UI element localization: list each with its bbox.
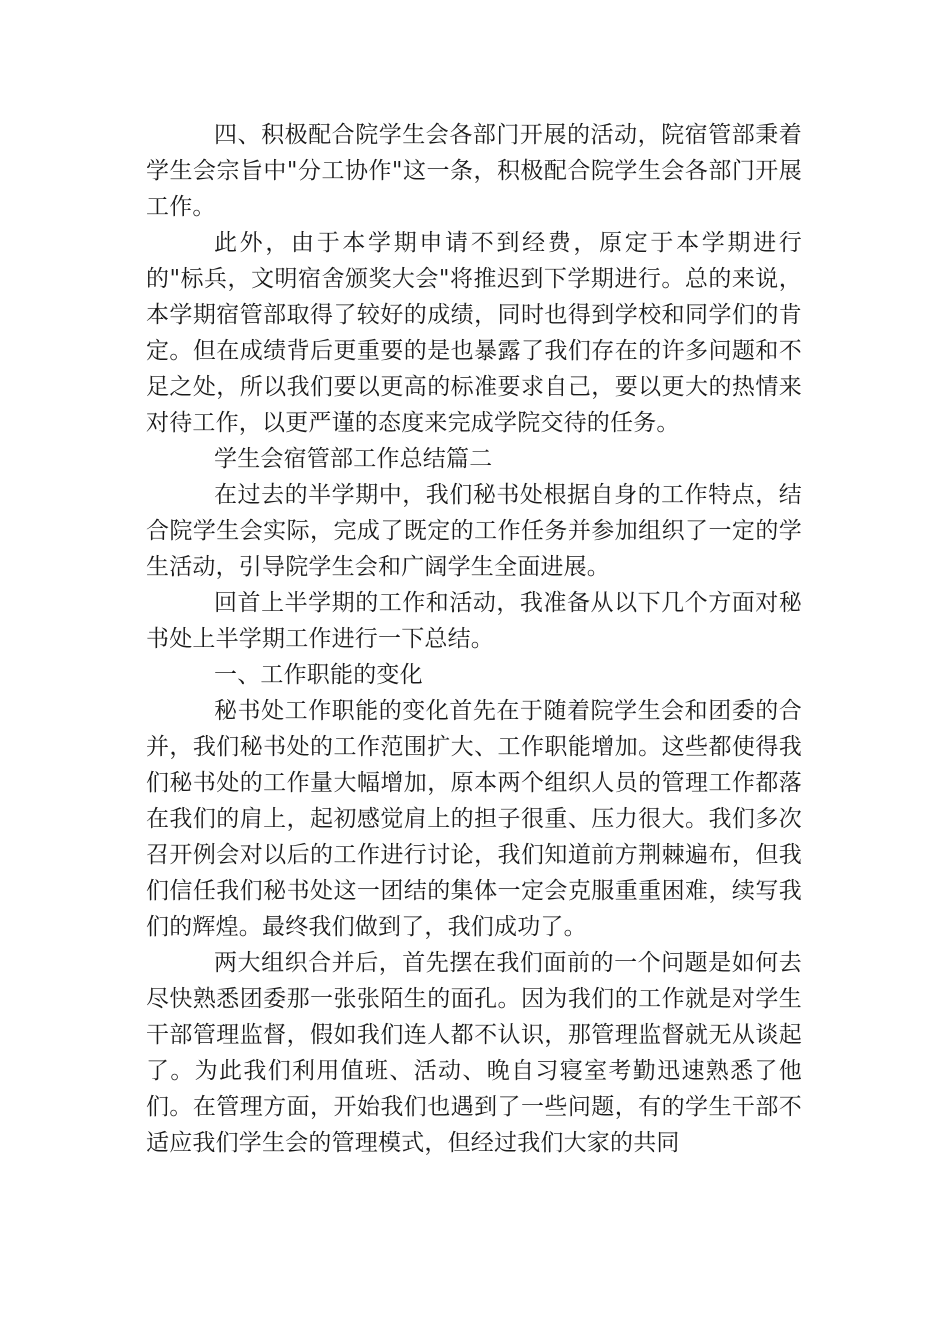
paragraph-dorm-cooperation: 四、积极配合院学生会各部门开展的活动，院宿管部秉着学生会宗旨中"分工协作"这一条，积极配合院学生会各部门开展工作。 — [146, 122, 802, 220]
paragraph-review-plan: 回首上半学期的工作和活动，我准备从以下几个方面对秘书处上半学期工作进行一下总结。 — [146, 590, 802, 652]
paragraph-merger-management: 两大组织合并后，首先摆在我们面前的一个问题是如何去尽快熟悉团委那一张张陌生的面孔。因为我们的工作就是对学生干部管理监督，假如我们连人都不认识，那管理监督就无从谈起了。为此我们利用值班、活动、晚自习寝室考勤迅速熟悉了他们。在管理方面，开始我们也遇到了一些问题，有的学生干部不适应我们学生会的管理模式，但经过我们大家的共同 — [146, 950, 802, 1156]
paragraph-function-change: 秘书处工作职能的变化首先在于随着院学生会和团委的合并，我们秘书处的工作范围扩大、工作职能增加。这些都使得我们秘书处的工作量大幅增加，原本两个组织人员的管理工作都落在我们的肩上，起初感觉肩上的担子很重、压力很大。我们多次召开例会对以后的工作进行讨论，我们知道前方荆棘遍布，但我们信任我们秘书处这一团结的集体一定会克服重重困难，续写我们的辉煌。最终我们做到了，我们成功了。 — [146, 698, 802, 940]
paragraph-secretariat-intro: 在过去的半学期中，我们秘书处根据自身的工作特点，结合院学生会实际，完成了既定的工作任务并参加组织了一定的学生活动，引导院学生会和广阔学生全面进展。 — [146, 482, 802, 580]
document-page — [146, 117, 802, 1161]
section-heading-function-change: 一、工作职能的变化 — [214, 662, 423, 688]
section-heading-part-two: 学生会宿管部工作总结篇二 — [214, 446, 493, 472]
paragraph-semester-summary: 此外，由于本学期申请不到经费，原定于本学期进行的"标兵，文明宿舍颁奖大会"将推迟到下学期进行。总的来说，本学期宿管部取得了较好的成绩，同时也得到学校和同学们的肯定。但在成绩背后更重要的是也暴露了我们存在的许多问题和不足之处，所以我们要以更高的标准要求自己，要以更大的热情来对待工作，以更严谨的态度来完成学院交待的任务。 — [146, 230, 802, 436]
